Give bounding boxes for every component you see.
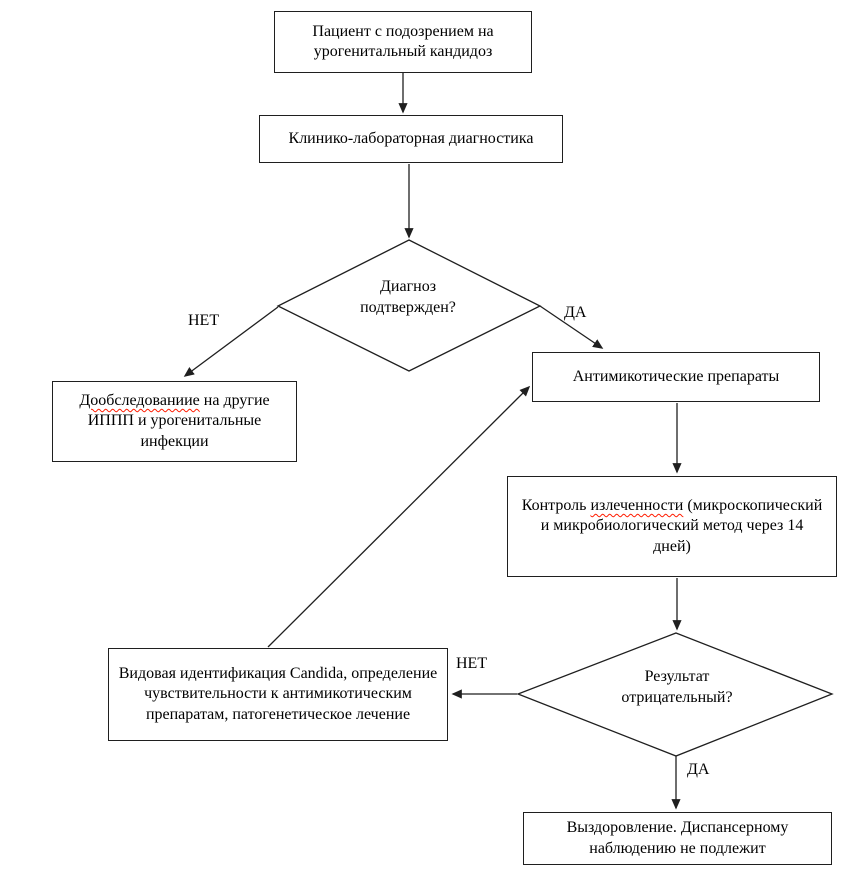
edge-label-no-2: НЕТ bbox=[456, 655, 488, 672]
node-cure-control bbox=[507, 476, 837, 577]
arrow-species-identification-back-to-antimycotics bbox=[268, 387, 529, 647]
edge-label-yes-1: ДА bbox=[564, 304, 587, 321]
decision-diagnosis-confirmed-label: Диагноз подтвержден? bbox=[360, 278, 456, 316]
node-cure-control-label bbox=[521, 496, 823, 557]
node-antimycotics-label: Антимикотические препараты bbox=[572, 367, 780, 385]
node-diagnostics bbox=[259, 115, 563, 163]
node-further-examination bbox=[52, 381, 297, 462]
node-species-identification-label: Видовая идентификация Candida, определение чувствительности к антимикотическим препаратам, патогенетическое лечение bbox=[118, 664, 438, 723]
node-diagnostics-label: Клинико-лабораторная диагностика bbox=[288, 129, 534, 147]
node-species-identification bbox=[108, 648, 448, 741]
node-further-examination-label bbox=[61, 391, 288, 452]
edge-label-yes-2: ДА bbox=[687, 761, 710, 778]
node-further-examination-label-rest: на другие ИППП и урогенитальные инфекции bbox=[87, 391, 270, 450]
misspelled-word: Дообследованиие bbox=[79, 391, 200, 409]
decision-result-negative-label: Результат отрицательный? bbox=[621, 668, 733, 706]
node-cure-control-label-after: (микроскопический и микробиологический метод через 14 дней) bbox=[540, 496, 823, 555]
node-recovery bbox=[523, 812, 832, 865]
node-patient bbox=[274, 11, 532, 73]
misspelled-word: излеченности bbox=[590, 496, 684, 514]
node-recovery-label: Выздоровление. Диспансерному наблюдению не подлежит bbox=[566, 819, 789, 857]
node-cure-control-label-before: Контроль bbox=[521, 496, 591, 514]
edge-label-no-1: НЕТ bbox=[188, 312, 220, 329]
node-patient-label: Пациент с подозрением на урогенитальный кандидоз bbox=[312, 22, 494, 60]
node-antimycotics bbox=[532, 352, 820, 402]
